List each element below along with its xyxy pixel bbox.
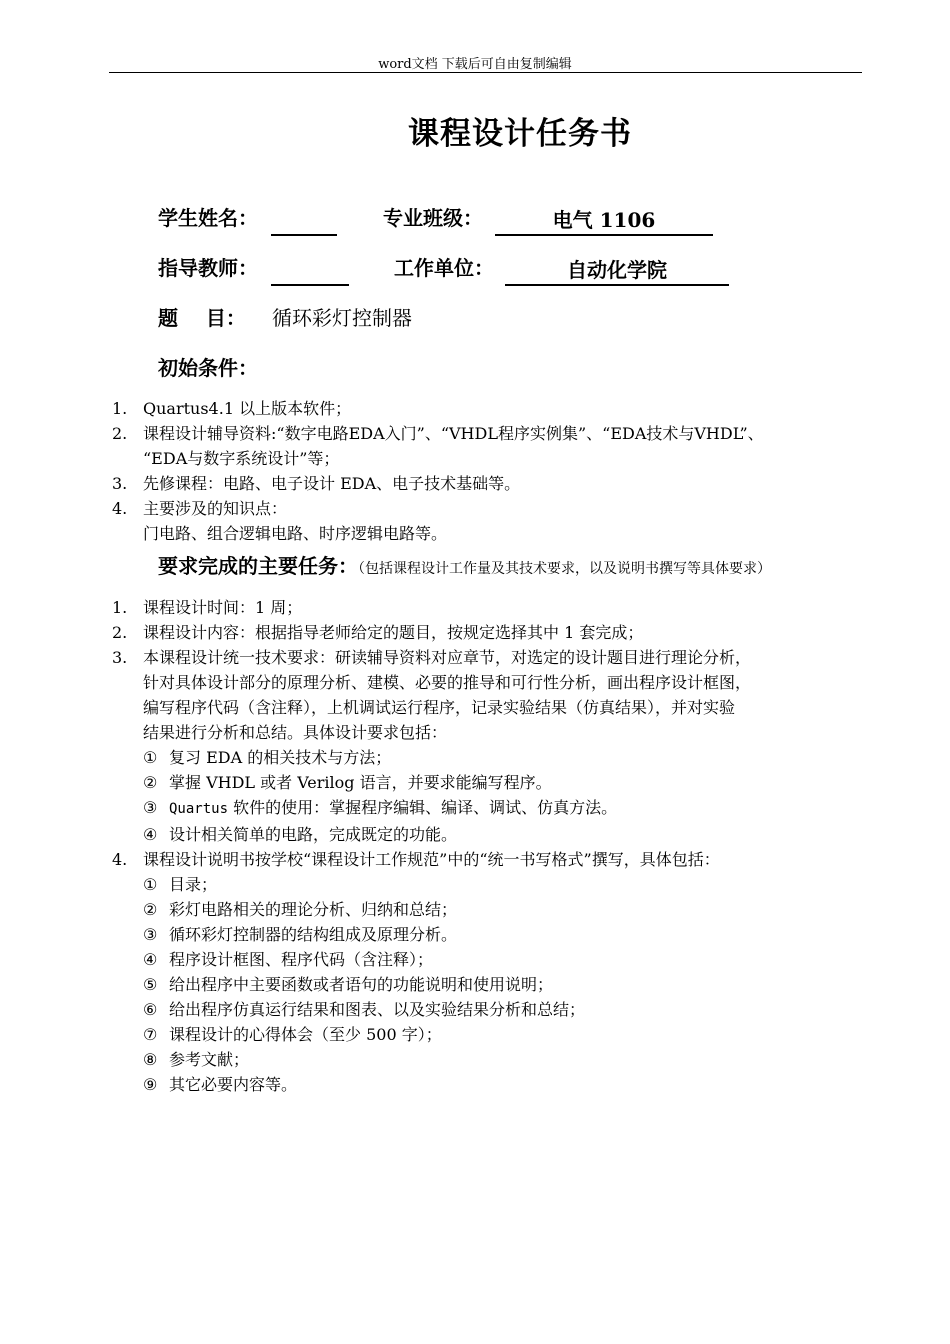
item-text: 课程设计时间：1 周； bbox=[143, 598, 303, 617]
sub-item-code: Quartus bbox=[169, 801, 229, 817]
work-unit-value: 自动化学院 bbox=[505, 256, 729, 286]
item-number: 1. bbox=[112, 399, 128, 418]
sub-item bbox=[109, 997, 869, 1022]
item-number: 4. bbox=[112, 850, 128, 869]
item-text: 结果进行分析和总结。具体设计要求包括： bbox=[143, 723, 448, 742]
item-number: 2. bbox=[112, 623, 128, 642]
sub-item bbox=[109, 947, 869, 972]
major-class-value: 电气 1106 bbox=[495, 206, 713, 236]
sub-item-marker: ① bbox=[143, 875, 158, 894]
list-item bbox=[109, 421, 869, 471]
item-number: 3. bbox=[112, 474, 128, 493]
sub-item-text: 设计相关简单的电路，完成既定的功能。 bbox=[169, 825, 458, 844]
sub-item-marker: ⑦ bbox=[143, 1025, 158, 1044]
advisor-value bbox=[271, 256, 349, 286]
list-item bbox=[109, 471, 869, 496]
item-text: 针对具体设计部分的原理分析、建模、必要的推导和可行性分析，画出程序设计框图， bbox=[143, 673, 752, 692]
list-item bbox=[109, 620, 869, 645]
list-item bbox=[109, 595, 869, 620]
header-rule bbox=[109, 72, 862, 73]
sub-item bbox=[109, 897, 869, 922]
topic-value: 循环彩灯控制器 bbox=[272, 306, 412, 330]
header-text: word文档 下载后可自由复制编辑 bbox=[378, 57, 572, 72]
sub-item-text: 程序设计框图、程序代码（含注释）； bbox=[169, 950, 434, 969]
main-tasks-heading-text: 要求完成的主要任务： bbox=[158, 554, 358, 578]
item-text: 先修课程：电路、电子设计 EDA、电子技术基础等。 bbox=[143, 474, 521, 493]
sub-item bbox=[109, 770, 869, 795]
sub-item-text: 软件的使用：掌握程序编辑、编译、调试、仿真方法。 bbox=[228, 798, 618, 817]
item-number: 3. bbox=[112, 648, 128, 667]
sub-item-text: 课程设计的心得体会（至少 500 字）； bbox=[169, 1025, 442, 1044]
main-tasks-heading bbox=[158, 552, 771, 583]
sub-item-text: 给出程序中主要函数或者语句的功能说明和使用说明； bbox=[169, 975, 554, 994]
document-title: 课程设计任务书 bbox=[408, 116, 632, 152]
sub-item-marker: ④ bbox=[143, 825, 158, 844]
initial-conditions-heading: 初始条件： bbox=[158, 356, 258, 380]
sub-item-marker: ① bbox=[143, 748, 158, 767]
sub-item bbox=[109, 922, 869, 947]
item-text: 课程设计说明书按学校“课程设计工作规范”中的“统一书写格式”撰写，具体包括： bbox=[143, 850, 720, 869]
sub-item bbox=[109, 795, 869, 822]
sub-item-marker: ⑤ bbox=[143, 975, 158, 994]
advisor-label: 指导教师： bbox=[158, 256, 258, 280]
sub-item bbox=[109, 822, 869, 847]
main-tasks-note: （包括课程设计工作量及其技术要求，以及说明书撰写等具体要求） bbox=[358, 561, 771, 577]
initial-conditions-list bbox=[109, 396, 869, 546]
item-number: 1. bbox=[112, 598, 128, 617]
item-text: 主要涉及的知识点： bbox=[143, 499, 288, 518]
sub-item-marker: ⑧ bbox=[143, 1050, 158, 1069]
work-unit-label: 工作单位： bbox=[394, 256, 494, 280]
sub-item-text: 掌握 VHDL 或者 Verilog 语言，并要求能编写程序。 bbox=[169, 773, 552, 792]
sub-item-marker: ③ bbox=[143, 925, 158, 944]
sub-item-text: 参考文献； bbox=[169, 1050, 250, 1069]
item-text: 编写程序代码（含注释），上机调试运行程序，记录实验结果（仿真结果），并对实验 bbox=[143, 698, 736, 717]
list-item bbox=[109, 847, 869, 872]
sub-item-marker: ⑨ bbox=[143, 1075, 158, 1094]
sub-item-text: 其它必要内容等。 bbox=[169, 1075, 298, 1094]
sub-item-text: 目录； bbox=[169, 875, 218, 894]
sub-item bbox=[109, 1047, 869, 1072]
list-item bbox=[109, 496, 869, 546]
sub-item bbox=[109, 1022, 869, 1047]
student-name-value bbox=[271, 206, 337, 236]
item-text: “EDA与数字系统设计”等； bbox=[143, 449, 340, 468]
sub-item-text: 复习 EDA 的相关技术与方法； bbox=[169, 748, 392, 767]
list-item bbox=[109, 396, 869, 421]
sub-item-marker: ③ bbox=[143, 798, 158, 817]
main-tasks-list bbox=[109, 595, 869, 1097]
item-text: 门电路、组合逻辑电路、时序逻辑电路等。 bbox=[143, 524, 448, 543]
item-number: 4. bbox=[112, 499, 128, 518]
list-item bbox=[109, 645, 869, 745]
item-number: 2. bbox=[112, 424, 128, 443]
sub-item-text: 循环彩灯控制器的结构组成及原理分析。 bbox=[169, 925, 458, 944]
item-text: 课程设计辅导资料:“数字电路EDA入门”、“VHDL程序实例集”、“EDA技术与VHDL”、 bbox=[143, 424, 764, 443]
item-text: 本课程设计统一技术要求：研读辅导资料对应章节，对选定的设计题目进行理论分析， bbox=[143, 648, 752, 667]
item-text: 课程设计内容：根据指导老师给定的题目，按规定选择其中 1 套完成； bbox=[143, 623, 644, 642]
sub-item bbox=[109, 745, 869, 770]
sub-item bbox=[109, 1072, 869, 1097]
major-class-label: 专业班级： bbox=[383, 206, 483, 230]
student-name-label: 学生姓名： bbox=[158, 206, 258, 230]
sub-item-marker: ⑥ bbox=[143, 1000, 158, 1019]
sub-item-text: 彩灯电路相关的理论分析、归纳和总结； bbox=[169, 900, 458, 919]
sub-item-marker: ② bbox=[143, 900, 158, 919]
topic-label: 题 目： bbox=[158, 306, 246, 330]
sub-item bbox=[109, 972, 869, 997]
sub-item-text: 给出程序仿真运行结果和图表、以及实验结果分析和总结； bbox=[169, 1000, 586, 1019]
sub-item-marker: ④ bbox=[143, 950, 158, 969]
sub-item-marker: ② bbox=[143, 773, 158, 792]
sub-item bbox=[109, 872, 869, 897]
item-text: Quartus4.1 以上版本软件； bbox=[143, 399, 352, 418]
